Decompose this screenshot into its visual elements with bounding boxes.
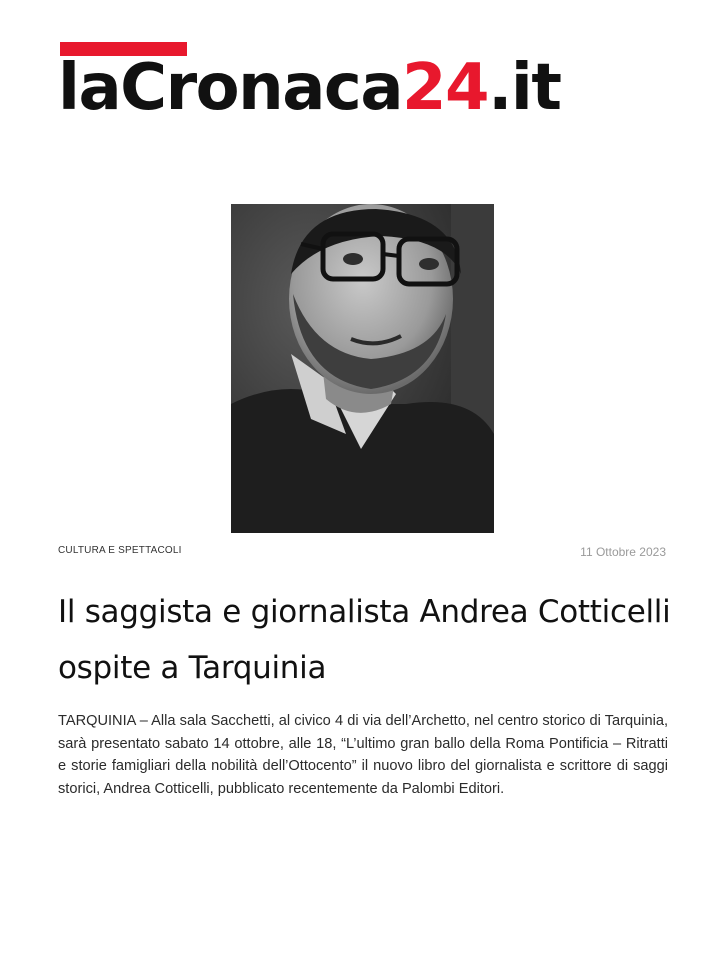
author-portrait-icon [231, 204, 494, 533]
category-link[interactable]: CULTURA E SPETTACOLI [58, 545, 182, 556]
article-body: TARQUINIA – Alla sala Sacchetti, al civico 4 di via dell’Archetto, nel centro storico di Tarquinia, sarà presentato sabato 14 ottobre, alle 18, “L’ultimo gran ballo della Roma Pontificia – Ritratti e storie famigliari della nobilità dell’Ottocento” il nuovo libro del giornalista e scrittore di saggi storici, Andrea Cotticelli, pubblicato recentemente da Palombi Editori. [58, 713, 668, 797]
article-photo [231, 204, 494, 533]
article-title: Il saggista e giornalista Andrea Cotticelli ospite a Tarquinia [58, 594, 671, 686]
logo-suffix: .it [488, 51, 561, 125]
logo-wordmark [58, 48, 560, 128]
logo-accent: 24 [402, 51, 489, 125]
article-meta [58, 545, 666, 561]
logo-main: laCronaca [58, 51, 402, 125]
site-logo[interactable] [58, 40, 668, 130]
publish-date: 11 Ottobre 2023 [580, 545, 666, 559]
